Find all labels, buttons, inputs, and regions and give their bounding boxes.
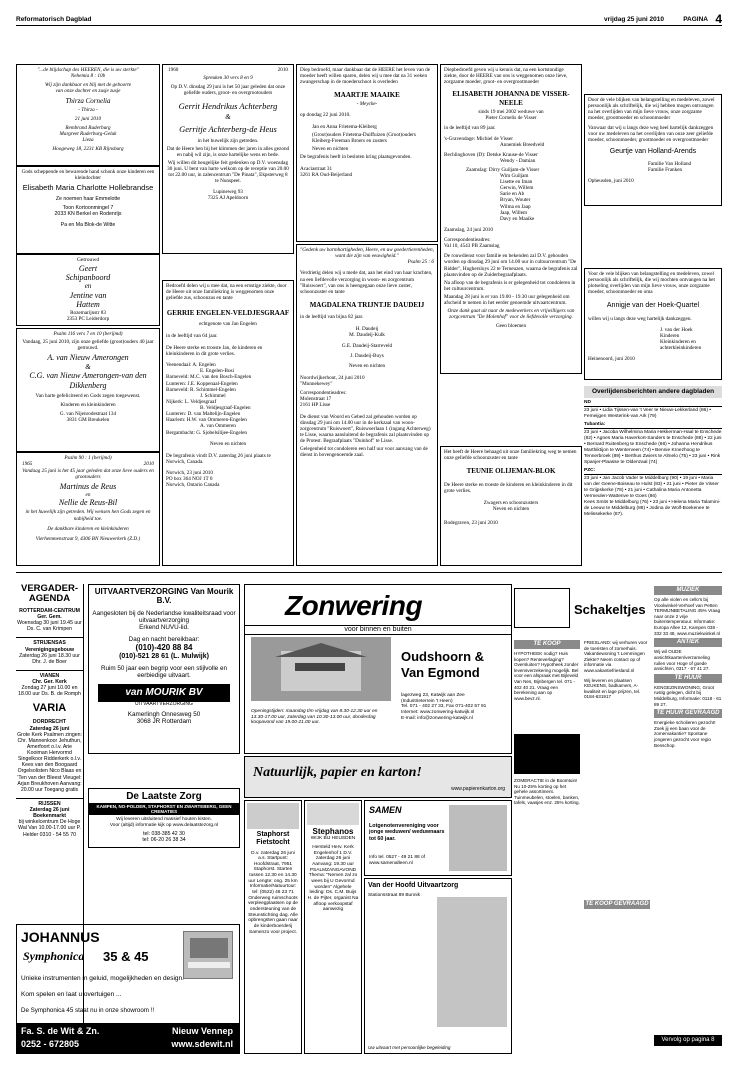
ad-place-date: Zaamslag, 24 juni 2010 <box>444 226 493 233</box>
organ-image <box>183 931 233 979</box>
ad-address: 3261 RA Oud-Beijerland <box>300 171 353 178</box>
baby-name: Elisabeth Maria Charlotte Hollebrandse <box>22 183 154 193</box>
relative: Davy en Maaike <box>500 215 535 222</box>
relative: Zwagers en schoonzusters <box>483 499 539 506</box>
relative: Lisette en Iman <box>500 179 533 185</box>
ad-verse: "...de blijdschap des HEEREN, die is uw sterkte" <box>37 67 139 73</box>
relative: Kinderen <box>660 333 680 339</box>
relative: J. Schimmel <box>200 392 226 399</box>
ad-title: De Laatste Zorg <box>126 791 202 802</box>
relative: Wilma en Jaap <box>500 203 531 210</box>
phone-number[interactable]: (010)-521 28 61 (L. Mulwijk) <box>119 652 209 660</box>
relative: Nijkerk: L. Veldjesgraaf <box>166 398 217 405</box>
ad-title: Zonwering <box>285 590 423 621</box>
section-title: Overlijdensberichten andere dagbladen <box>584 386 722 398</box>
email-link[interactable]: E-mail: info@zonwering-katwijk.nl <box>401 715 473 721</box>
ad-text: Na afloop van de begrafenis is er gelegenheid tot condoleren in het cultuurcentrum. <box>444 279 576 292</box>
ad-text: Dat de Heere hen bij het klimmen der jaren in alles gezond en nabij wil zijn, is onze hartelijke wens en bede. <box>166 145 290 158</box>
deceased-spouse: Pieter Cornelis de Visser <box>485 115 537 121</box>
ad-text: Wij willen dit heugelijke feit gedenken op D.V. woensdag 30 juni. U bent van harte welkom op de receptie van 20.00 tot 22.00 uur, in zalencentrum "De Pinata", Ekpsterweg 8 te Nunspeet. <box>167 160 289 185</box>
ad-title: UITVAARTVERZORGING Van Mourik B.V. <box>94 587 234 605</box>
relative: Sarie en Ab <box>500 191 525 198</box>
agenda-details: Woensdag 30 juni 19.45 uur Ds. C. van Krimpen <box>17 620 82 633</box>
ad-line: Wij zijn dankbaar en blij met de geboorte <box>44 82 131 89</box>
brand-name: Van Egmond <box>401 665 480 680</box>
ad-text: De Heere sterke en trooste Jan, de kinderen en kleinkinderen in dit grote verlies. <box>166 344 263 357</box>
ad-address: Hoogeweg 18, 2231 KB Rijnsburg <box>52 146 124 153</box>
agenda-location: STRIJENSAS <box>33 640 66 647</box>
deceased-name: MAARTJE MAAIKE <box>334 91 400 100</box>
parent-name: Rembrand Ruderburg <box>65 125 111 131</box>
anniversary-ad-achterberg <box>162 64 294 254</box>
deceased-spouse: sinds 19 mei 2002 weduwe van <box>478 108 544 115</box>
ad-text: Vanwaar dat wij u langs deze weg heel hartelijk dankzeggen voor uw medeleven na het overlijden van onze zeer geliefde moeder, schoonmoeder, grootmoeder en overgrootmoeder <box>588 124 714 143</box>
van-der-hoofd-photo <box>437 897 507 1027</box>
agenda-details: bij winkelcentrum De Hoge Wal Van 10.00-17.00 uur P. Helder 0310 - 54 55 70 <box>18 819 81 838</box>
bride-surname: Hattem <box>76 300 100 310</box>
ad-address: Molenstraat 17 <box>300 396 332 403</box>
relative: M. Daudeij-Kulk <box>349 332 385 339</box>
deceased-name: MAGDALENA TRIJNTJE DAUDEIJ <box>309 300 425 309</box>
family: Familie Franken <box>648 167 683 174</box>
ad-slogan: Uw uitvaart met persoonlijke begeleiding <box>368 1044 451 1050</box>
year-start: 1960 <box>168 67 179 73</box>
ad-text: Voor (altijd) informatie kijk op www.delaatstezorg.nl <box>109 823 219 829</box>
deceased-age: in de leeftijd van 64 jaar. <box>166 332 218 339</box>
ad-address: Toon Kortoonmingel 7 <box>62 205 114 212</box>
notice-entry: 23 juni • Lidia Tijssen-van 't Veer te Nieuw-Lekkerland (86) • Femeijgen Westerink-van Ark (79) <box>584 408 711 420</box>
ad-text: willen wij u langs deze weg hartelijk dankzeggen. <box>588 315 692 322</box>
relative: Veenendaal: A. Engelen <box>166 362 216 369</box>
ad-text: Van harte gefeliciteerd en Gods zegen toegewenst. <box>35 392 141 399</box>
ad-address: 3068 JR Rotterdam <box>136 717 192 725</box>
relative: Wim Guiljam <box>500 172 529 179</box>
year-end: 2010 <box>143 461 154 468</box>
phone-number[interactable]: (010)-420 88 84 <box>135 643 193 653</box>
birth-ad-thirza <box>16 64 160 166</box>
ad-samen <box>364 800 512 876</box>
brand-name: Oudshoorn & <box>401 649 485 664</box>
ad-van-mourik <box>88 584 240 754</box>
ad-address: Correspondentieadres: <box>444 237 491 243</box>
relative: 's-Gravendage: Michiel de Visser <box>444 136 513 143</box>
classified-ad: Op alle violen en cello's bij Vioolwinkel-Verhoef van Petten TERMIJNBETALING 45% Vraag naar onze 2 vrije buitentemperatuur. Informatie: Europa Allee 12, Kampen 038 - 332 33 48, www.muziekwinkel.nl <box>654 597 721 636</box>
wife-name: Gerritje Achterberg-de Heus <box>179 123 277 134</box>
death-ad-de-visser <box>440 64 582 374</box>
ad-address: Noordwijkerhout, 24 juni 2010 <box>300 374 365 381</box>
agenda-details: Zondag 27 juni 10.00 en 18.00 uur Ds. B. de Romph <box>18 685 81 698</box>
classified-ad: Wij wil OUDE ansichtkaarten/verzameling ruilen voor Hoge of goede ansichten, 0317 - 67 41 27. <box>654 649 710 672</box>
classified-ad: FRIESLAND: wij verhuren voor de toeristen of zomerhuis. Vakantiewoning 't Lemmingen Ziekte? Neem contact op of informatie via www.vakantiefriesland.nl <box>584 640 648 673</box>
model-name: Symphonica <box>23 949 85 963</box>
opening-hours: Openingstijden: maandag t/m vrijdag van 8.30-12.30 uur en 13.30-17.00 uur, zaterdag van 10.30-13.00 uur, donderdag koopavond van 19.00-21.00 uur. <box>251 709 378 726</box>
ad-verse: "Gedenk uw barmhartigheden, Heere, en uw goedertierenheden, want die zijn van eeuwigheid." <box>300 247 434 260</box>
ad-staphorst-fietstocht <box>244 800 302 1054</box>
ad-text: Dag en nacht bereikbaar: <box>128 635 200 643</box>
house-photo <box>251 637 391 701</box>
ad-intro: Diep bedroefd, maar dankbaar dat de HEERE het leven van de moeder heeft willen sparen, delen wij u mee dat na 31 weken zwangerschap in de moederschoot is overleden <box>300 67 431 86</box>
relative: Jaap, Willem <box>500 209 528 216</box>
deceased-age: in de leeftijd van bijna 82 jaar. <box>300 314 364 321</box>
ad-place-date: Opheusden, juni 2010 <box>588 178 634 185</box>
ad-address: 2161 HP Lisse <box>300 402 331 409</box>
ad-intro: Vandaag 25 juni is het 45 jaar geleden dat onze lieve ouders en grootouders <box>22 468 154 481</box>
baby-name: Thirza Cornelia <box>65 96 111 105</box>
death-ad-daudeij <box>296 244 438 566</box>
relative: Bechlinghoven (D): Detske Krause-de Visser <box>444 151 538 158</box>
ad-text: in het huwelijk zijn getreden. <box>197 137 259 144</box>
ad-signature: Pa en Ma Blok-de Witte <box>60 222 116 229</box>
website-link[interactable]: www.sdewit.nl <box>171 1039 233 1049</box>
birth-ad-hollebrandse <box>16 166 160 254</box>
website-link[interactable]: Internet: www.zonwering-katwijk.nl <box>401 709 475 715</box>
ad-address: Norwich, Ontario Canada <box>166 482 220 489</box>
ad-contact[interactable]: Info tel. 0527 - 49 21 88 of www.samenalleen.nl <box>369 855 426 866</box>
year-end: 2010 <box>277 67 288 73</box>
category-tab: TE HUUR GEVRAAGD <box>654 709 722 718</box>
death-ad-engelen <box>162 280 294 566</box>
relative: Zaamslag: Dirry Guiljam-de Visser <box>466 166 540 173</box>
agenda-location: VIANEN <box>39 672 60 679</box>
notice-entry: 23 juni • Jan Jacob Vader te Middelburg (90) • 19 juni • Maria van der Geene-Boiseau te Hulst (83) • 21 juni • Pieter de Visser te Grijpskerke (78) • 21 juni • Cathalina Maria Antonetta Vermeulen-Wattenve te Goes (86) <box>584 475 719 499</box>
page-header <box>16 12 722 26</box>
ad-address: lagezweg 23, Katwijk aan Zee <box>401 693 465 698</box>
relative: Lunteren: D. van Maltelijn-Engelen <box>166 411 241 418</box>
logo-subtitle: UITVAARTVERZORGING <box>135 700 193 707</box>
ad-text: De begrafenis heeft in besloten kring plaatsgevonden. <box>300 154 412 161</box>
notice-entry: 23 juni • Jacoba Wilhelmina Maria Hekkerman-Haal te Enschede (82) • Agnes Maria Haverkort-Sanders te Enschede (88) • 22 juni • Bernard Ruitenberg te Enschede (68) • Johanna Hendrikus Marthiktijon te Wenterveen (74) • Bennie Kroezhoog te Tennerbroek (89) • Berthus Zwiers te Almelo (75) • 23 juni • Rink Spanjer-Plaasse te Oldenzaal (74) <box>584 430 722 465</box>
rd-logo <box>514 588 570 628</box>
ad-de-laatste-zorg <box>88 788 240 848</box>
year-start: 1965 <box>22 461 33 468</box>
relative: H. Daudeij <box>355 326 379 333</box>
continue-link[interactable]: Vervolg op pagina 8 <box>654 1035 722 1046</box>
agenda-venue: Chr. Ger. Kerk <box>32 679 67 686</box>
agenda-location: ROTTERDAM-CENTRUM <box>19 607 80 614</box>
model-numbers: 35 & 45 <box>103 949 149 964</box>
relative: Bergambacht: G. Sjobelsilijee-Engelen <box>166 429 248 436</box>
bride-name: Jentine van <box>69 290 107 300</box>
husband-name: A. van Nieuw Amerongen <box>47 353 129 363</box>
ad-and: & <box>85 362 91 371</box>
ad-text: Geen bloemen <box>495 322 527 329</box>
ad-title: Natuurlijk, papier en karton! <box>253 765 422 780</box>
category-tab: MUZIEK <box>654 586 722 595</box>
ad-address: Rozemarijnstr 83 <box>70 309 106 316</box>
wife-name: C.G. van Nieuw Amerongen-van den Dikkenberg <box>29 371 147 390</box>
relative: J. van der Hoek <box>660 326 693 333</box>
schakeltjes-classifieds <box>514 584 722 1054</box>
agenda-venue: Zaterdag 26 juni Boekenmarkt <box>29 807 70 820</box>
ad-address: (Industrieterrein 't Heen) <box>401 698 453 704</box>
bouwmarkt-ad <box>514 734 580 774</box>
van-mourik-logo <box>98 684 230 702</box>
ad-intro: Gods scheppende en bewarende hand schonk onze kinderen een kleindochter <box>21 169 155 182</box>
deceased-age: in de leeftijd van 89 jaar. <box>444 125 496 132</box>
ad-johannus <box>16 924 240 1054</box>
ad-text: De rouwdienst voor familie en bekenden zal D.V. gehouden worden op dinsdag 29 juni om 14.00 uur in cultuurcentrum "De Ridder", Hughersluys 22 te Terneuzen, waarna de begrafenis zal plaatsvinden op de Zuiderbegraafplaats. <box>444 253 578 278</box>
ad-text: Maandag 28 juni is er van 19.00 - 19.30 uur gelegenheid om afscheid te nemen in het eerder genoemde uitvaartcentrum. <box>444 294 570 307</box>
classified-ad: HYPOTHEEK nodig? Huis kopen? Renteverlaging? Oversluiten? Hypotheek zonder levensverzekering mogelijk. Bel voor een afspraak met Bijleveld Van Nes, Bijnbergen tel. 071 - 402 40 21. Vraag een berekening aan op www.bevz.nl. <box>514 651 579 701</box>
relative: E. Engelen-Bosi <box>200 368 234 375</box>
newspaper-name: Reformatorisch Dagblad <box>16 16 92 23</box>
ad-and: en <box>84 282 92 291</box>
ad-address: 2033 KN Berkel en Rodenrijs <box>54 211 122 218</box>
ad-stephanos <box>304 800 362 1054</box>
relative: B. Veldjesgraaf-Engelen <box>200 405 251 411</box>
parent-name: Margreet Ruderburg-Geluk <box>59 131 117 138</box>
kinderboerderij-logo <box>247 803 299 829</box>
ad-text: Aangesloten bij de Nederlandse kwaliteitsraad voor uitvaartverzorging <box>92 609 236 625</box>
relative: Neven en nichten <box>492 505 530 512</box>
store-town: Nieuw Vennep <box>171 1026 233 1036</box>
store-name: Fa. S. de Wit & Zn. <box>21 1026 100 1036</box>
page-label: PAGINA <box>683 16 708 23</box>
relative: Haarlem: H.W. van Ommeren-Engelen <box>166 417 247 424</box>
wedding-ad-schipanboord <box>16 254 160 326</box>
ad-text: D.v. zaterdag 26 juni a.s. Startpunt: Hoofdstraat, 7951 Staphorst. Starten tussen 12.30 en 14.30 uur Lengte: ong. 25 km Informatie/Natuurtour: tel: (0522) 46 23 71 Onderweg ruimschoots verpleegplaatsen op de ondersteuning van de Steunstichting dag. Alle opbrengsten gaan naar de kinderboerderij Samenzo voor project. <box>248 850 298 935</box>
relative: Neven en nichten <box>348 362 386 369</box>
category-tab: TE KOOP GEVRAAGD <box>584 900 650 909</box>
husband-name: Gerrit Hendrikus Achterberg <box>178 101 278 112</box>
ad-text: De dienst van Woord en Gebed zal gehouden worden op dinsdag 29 juni om 14.00 uur in de kerkzaal van woon-zorgcentrum "Ruiswoert", Ruiswoerlaan 1 (ingang Achterweg) te Lisse, waarna aansluitend de begrafenis zal plaatsvinden op de Protest. Begraafplaats "Duinhof" te Lisse. <box>300 413 431 444</box>
phone-number[interactable]: tel: 06-20 26 38 34 <box>142 836 186 843</box>
relative: Neven en nichten <box>209 440 247 447</box>
phone-number[interactable]: 0252 - 672805 <box>21 1039 80 1049</box>
ad-text: Ruim 50 jaar een begrip voor een stijlvolle en eerbiedige uitvaart. <box>100 664 227 680</box>
source-label: Tubantia: <box>584 422 722 429</box>
varia-title: VARIA <box>32 702 67 715</box>
relative: Kleinkinderen en <box>660 339 696 346</box>
ad-address: 2353 PC Leiderdorp <box>66 315 110 322</box>
samen-photo <box>449 805 507 871</box>
ad-address: 3831 GM Breukelen <box>66 417 110 424</box>
classified-ad: KENGEZINSWONING, Groot rustig gelegen, dicht bij Middelburg, Informatie: 0118 - 61 89 27. <box>654 684 722 707</box>
relative: Barneveld: M.C. van den Bosch-Engelen <box>166 374 252 381</box>
classified-ad: ZOMERACTIE in de Boomtuin! Nu 10-25% korting op het gehele assortiment. Tuinmeubelen, stoelen, banken, tafels, vaasjes enz. 25% korting. <box>514 778 580 806</box>
ad-verse: Psalm 116 vers 7 en 10 (berijmd) <box>53 331 123 337</box>
section-divider <box>16 572 722 573</box>
thanks-ad-van-der-hoek <box>584 268 722 380</box>
ad-text: Kom spelen en laat u overtuigen ... <box>21 991 122 998</box>
ad-address: Lupineweg 93 <box>213 188 243 195</box>
relative: Lunteren: J.E. Koppenaal-Engelen <box>166 380 238 387</box>
agenda-location: DORDRECHT <box>32 719 67 726</box>
anniversary-ad-van-nieuw-amerongen <box>16 328 160 452</box>
ad-papier-karton <box>244 756 512 798</box>
ad-intro: Het heeft de Heere behaagd uit onze familiekring weg te nemen onze geliefde schoonzuster en tante <box>444 449 577 462</box>
ad-address: Stationsstraat 89 Bunnik <box>368 893 420 899</box>
relatives: (Groot)ouders Frietema-Duiffuizen (Groot)ouders Kleiberg-Freeman Broers en zusters <box>312 132 416 145</box>
anniversary-ad-de-reus <box>16 452 160 566</box>
ad-text: De begrafenis vindt D.V. zaterdag 26 juni plaats te Norwich, Canada. <box>166 452 271 465</box>
agenda-venue: Ger. Gem. <box>37 614 62 621</box>
page-number: 4 <box>715 12 722 26</box>
ad-verse: Psalm 90 : 1 (berijmd) <box>64 455 112 461</box>
agenda-venue: Verenigingsgebouw <box>25 646 74 653</box>
logo-text: van MOURIK BV <box>125 686 203 698</box>
source-label: ND <box>584 400 722 407</box>
category-tab: TE HUUR <box>654 674 722 683</box>
classified-ad: Wij leveren en plaatsen KEUKENS, badkamers, A-kwaliteit en lage prijzen, tel. 0184-631917 <box>584 677 641 700</box>
ad-place-date: Bodegraven, 23 juni 2010 <box>444 520 498 526</box>
relative: Gerwin, Willem <box>500 185 534 192</box>
sibling-name: Lieza <box>82 137 94 144</box>
ad-address: 7325 AJ Apeldoorn <box>207 194 249 201</box>
ad-address: Val 10, 4543 PB Zaamslag <box>444 243 500 250</box>
groom-surname: Schipanboord <box>65 273 111 283</box>
ad-subtitle: voor binnen en buiten <box>245 625 511 635</box>
ad-text: Onze dank gaat uit naar de medewerkers en vrijwilligers van zorgcentrum "De Molenhof" voor de liefdevolle verzorging. <box>447 308 575 321</box>
relative: Wendy - Damian <box>500 157 536 164</box>
category-tab: ANTIEK <box>654 638 722 647</box>
death-date: op dondag 22 juni 2010. <box>300 111 351 118</box>
category-tab: TE KOOP <box>514 640 580 649</box>
husband-name: Martinus de Reus <box>59 482 117 492</box>
ad-text: Lotgenotenvereniging voor jonge weduwen/ weduwnaars tot 60 jaar. <box>369 823 445 842</box>
agenda-title: VERGADER-AGENDA <box>20 584 78 604</box>
agenda-details: Zaterdag 26 juni 18.30 uur Dhr. J. de Boer <box>19 652 80 665</box>
ad-title: Van der Hoofd Uitvaartzorg <box>368 882 459 889</box>
ad-zonwering <box>244 584 512 754</box>
ad-intro: Bedroefd delen wij u mee dat, na een ernstige ziekte, door de Heere uit onze familiekring is weggenomen onze geliefde zus, schoonzus en tante <box>166 283 287 302</box>
relative: Annemiek Breedveld <box>500 142 545 149</box>
ad-address: Kamerlingh Onnesweg 50 <box>127 710 201 718</box>
ad-and: en <box>85 491 91 498</box>
stephanos-logo <box>307 803 359 825</box>
ad-label: Getrouwd <box>76 257 100 263</box>
wife-name: Nellie de Reus-Bil <box>58 497 118 507</box>
ad-text: De Symphonica 45 staat nu in onze showroom !! <box>21 1007 155 1014</box>
ad-address: Acaciastraat 31 <box>300 165 333 172</box>
ad-text: Gelegenheid tot condoleren een half uur voor aanvang van de dienst in bovengenoemde zaal. <box>300 446 428 459</box>
classified-ad: Energieke scholieren gezocht! Zoek jij een baan voor de zomervakantie? Spontane jongeren gezocht voor regio Benschop. <box>654 720 716 748</box>
ad-address: G. van Nijenrodestraat 134 <box>59 411 117 418</box>
ad-title: SAMEN <box>369 805 402 815</box>
ad-verse-ref: Psalm 25 : 6 <box>407 259 434 266</box>
ad-intro: Voor de vele blijken van belangstelling en medeleven, zowel persoonlijk als schriftelijk, die wij mochten ontvangen na het plotseling overlijden van mijn lieve vrouw, onze zorgzame moeder, schoonmoeder en oma <box>588 271 715 296</box>
birth-date: 21 juni 2010 <box>74 115 102 122</box>
ad-intro: Verdrietig delen wij u mede dat, aan het eind van haar krachten, na een liefdevolle verzorging in woon- en zorgcentrum "Ruiswoert", van ons is heengegaan onze lieve zuster, schoonzuster en tante <box>300 270 433 295</box>
ad-intro: Door de vele blijken van belangstelling en medeleven, zowel persoonlijk als schriftelijk, die wij hebben mogen ontvangen na het overlijden van mijn lieve vrouw, onze zorgzame moeder, grootmoeder en schoonmoeder <box>588 97 715 122</box>
ad-subtitle: WIJK BIJ HEUSDEN <box>310 836 356 842</box>
ad-intro: Vandaag, 25 juni 2010, zijn onze geliefde (groot)ouders 40 jaar getrouwd. <box>22 339 154 352</box>
ad-line: van onze dochter en zusje zusje <box>55 88 121 95</box>
ad-title: Stephanos <box>312 827 354 836</box>
ad-title: Staphorst Fietstocht <box>256 831 290 847</box>
source-label: PZC: <box>584 468 722 475</box>
deceased-spouse: echtgenote van Jan Engelen <box>199 320 257 327</box>
deceased-alias: - Meycke- <box>356 100 378 107</box>
ad-address: Correspondentieadres: <box>300 390 347 397</box>
ad-text: Hersteld Herv. Kerk Engelenhof 1 D.V. zaterdag 26 juni Aanvang: 19.30 uur PSALMZANGAVOND Thema: "Nemen zal zo wees bij U Gevormd worden" Algehele leiding: Ds. C.M. Buijs H. de Pijter, organist Na afloop verkoopstaf aanwezig <box>307 845 359 913</box>
deceased-name: ELISABETH JOHANNA DE VISSER-NEELE <box>452 90 570 107</box>
ad-text: in het huwelijk zijn getreden. Wij wensen hen Gods zegen en nabijheid toe. <box>25 509 151 522</box>
phone-number[interactable]: Tel. 071 - 402 27 33, Fax 071-402 57 91 <box>401 704 487 710</box>
ad-intro: Op D.V. dinsdag 29 juni is het 50 jaar geleden dat onze geliefde ouders, groot- en overgrootouders <box>170 84 286 97</box>
ad-address: Norwich, 23 juni 2010 <box>166 470 213 476</box>
ad-place-date: Heinenoord, juni 2010 <box>588 356 635 363</box>
deceased-name: Annigje van der Hoek-Quartel <box>606 301 700 309</box>
issue-date: vrijdag 25 juni 2010 <box>604 16 664 23</box>
website-link[interactable]: www.papierenkarton.org <box>451 786 505 793</box>
brand-title: JOHANNUS <box>21 929 100 945</box>
ad-subtitle: KAMPEN, NO-POLDER, STAPHORST EN ZWARTEBERG, GEEN CREMATIES <box>89 803 239 816</box>
ad-verse-ref: Nehemia 8 : 10b <box>70 73 106 80</box>
relatives: Neven en nichten <box>312 146 349 153</box>
section-title: Schakeltjes <box>574 602 646 617</box>
notice-entry: Kees Smits te Middelburg (76) • 23 juni • Helena Maria Talamini-de Leeuw te Middelburg (88) • Jodina de Wolf-Boekenee te Melissekerke (87). <box>584 499 721 517</box>
ad-text: Erkend NUVU-lid. <box>139 624 189 632</box>
death-ad-olijeman <box>440 446 582 566</box>
baby-called: Ze noemen haar Emmelotte <box>55 196 121 203</box>
relative: A. van Ommeren <box>200 423 236 430</box>
ad-and: & <box>225 113 231 122</box>
ad-text: Unieke instrumenten in geluid, mogelijkheden en design. <box>21 975 184 982</box>
ad-text: Wij leveren uitsluitend massief houten kisten. <box>116 817 212 823</box>
ad-signature: De dankbare kinderen en kleinkinderen <box>47 525 129 532</box>
family: Familie Van Holland <box>648 161 692 168</box>
relative: G.E. Daudeij-Starreveld <box>341 342 393 349</box>
parents: Jan en Anna Frietema-Kleiberg <box>312 123 377 130</box>
agenda-venue: Zaterdag 26 juni <box>29 725 70 732</box>
ad-verse: Spreuken 30 vers 8 en 9 <box>203 75 253 81</box>
agenda-details: Grote Kerk Psalmen zingen: Chr. Mannenkoor Jehuthun, Amerfoort o.l.v. Arie Kooiman Hervormd Singelkoor Ridderkerk o.l.v. Kees van den Boogaard Orgelsolisten Nico Blaas en 'Ten van der Bleest Vleugel: Arjan Breukhoven Aanvang: 20.00 uur Toegang gratis <box>17 731 82 793</box>
deceased-name: GERRIE ENGELEN-VELDJESGRAAF <box>166 309 290 318</box>
death-ad-frietema <box>296 64 438 242</box>
relative: J. Daudeij-Buys <box>350 352 384 359</box>
relative: Barneveld: R. Schimmel-Engelen <box>166 386 236 393</box>
baby-alias: - Thirza - <box>78 106 98 113</box>
ad-intro: Diepbedroefd geven wij u kennis dat, na een kortstondige ziekte, door de HEERE van ons is weggenomen onze lieve, zorgzame moeder, groot- en overgrootmoeder <box>444 67 568 86</box>
relative: Bryan, Wouter <box>500 197 531 204</box>
deceased-name: Geurtje van Holland-Arends <box>609 147 697 155</box>
ad-address: Vierhemmenstraat 9, 4306 BN Nieuwerkerk (Z.D.) <box>35 535 141 542</box>
ad-address: PO box 364 NOJ 1T 0 <box>166 476 213 483</box>
ad-signature: Kinderen en kleinkinderen <box>60 402 116 409</box>
deceased-name: TEUNIE OLIJEMAN-BLOK <box>466 467 556 476</box>
relative: achterkleinkinderen <box>660 345 702 352</box>
ad-van-der-hoofd <box>364 878 512 1054</box>
agenda-location: RIJSSEN <box>38 800 61 807</box>
thanks-ad-van-holland <box>584 94 722 206</box>
groom-name: Geert <box>78 263 98 273</box>
death-notices-other-papers <box>584 386 722 566</box>
ad-text: De Heere sterke en troeste de kinderen en kleinkinderen in dit grote verlies. <box>444 481 573 494</box>
phone-number[interactable]: tel: 038-385 42 30 <box>143 830 185 837</box>
ad-address: "Munnekewey" <box>300 381 333 387</box>
